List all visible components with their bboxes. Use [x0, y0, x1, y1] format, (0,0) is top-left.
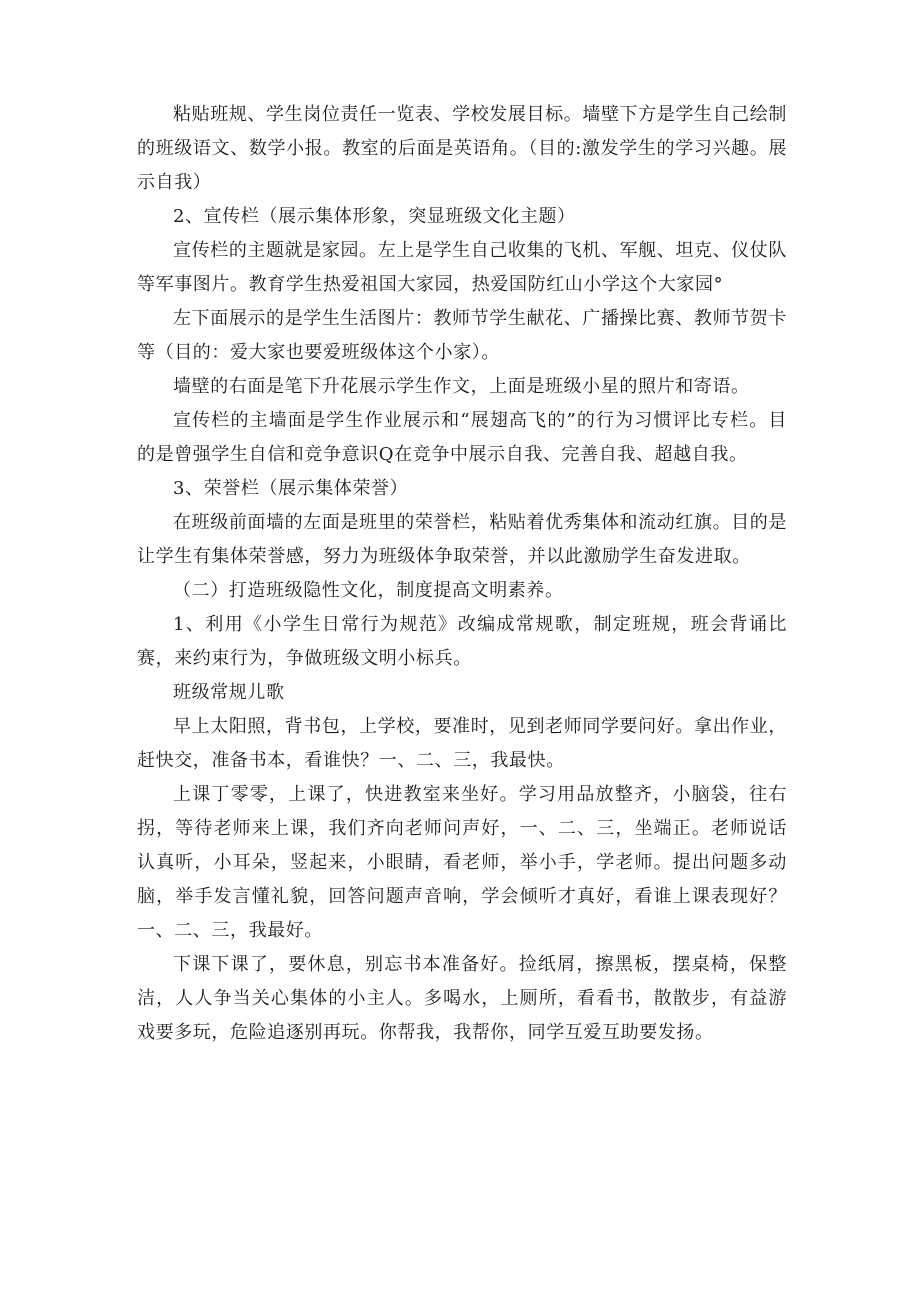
paragraph-life-photos: 左下面展示的是学生生活图片：教师节学生献花、广播操比赛、教师节贺卡等（目的：爱大家也要爱班级体这个小家）。	[137, 308, 787, 363]
paragraph-honor-board: 在班级前面墙的左面是班里的荣誉栏，粘贴着优秀集体和流动红旗。目的是让学生有集体荣誉感，努力为班级体争取荣誉，并以此激励学生奋发进取。	[137, 512, 787, 567]
paragraph-main-wall: 宣传栏的主墙面是学生作业展示和“展翅高飞的”的行为习惯评比专栏。目的是曾强学生自信和竞争意识Q在竞争中展示自我、完善自我、超越自我。	[137, 410, 787, 465]
paragraph-morning: 早上太阳照，背书包，上学校，要准时，见到老师同学要问好。拿出作业，赶快交，准备书本，看谁快？一、二、三，我最快。	[137, 716, 787, 771]
paragraph-class-rules: 粘贴班规、学生岗位责任一览表、学校发展目标。墙壁下方是学生自己绘制的班级语文、数学小报。教室的后面是英语角。（目的:激发学生的学习兴趣。展示自我）	[137, 104, 787, 193]
paragraph-behavior-song: 1、利用《小学生日常行为规范》改编成常规歌，制定班规，班会背诵比赛，来约束行为，争做班级文明小标兵。	[137, 614, 787, 669]
heading-publicity-board: 2、宣传栏（展示集体形象，突显班级文化主题）	[173, 206, 576, 227]
paragraph-class-time: 上课丁零零，上课了，快进教室来坐好。学习用品放整齐，小脑袋，往右拐，等待老师来上课，我们齐向老师问声好，一、二、三，坐端正。老师说话认真听，小耳朵，竖起来，小眼睛，看老师，举小手，学老师。提出问题多动脑，举手发言懂礼貌，回答问题声音响，学会倾听才真好，看谁上课表现好？一、二、三，我最好。	[137, 784, 787, 941]
heading-honor-board: 3、荣誉栏（展示集体荣誉）	[173, 478, 409, 499]
document-page	[137, 98, 787, 1050]
paragraph-home-theme: 宣传栏的主题就是家园。左上是学生自己收集的飞机、军舰、坦克、仪仗队等军事图片。教育学生热爱祖国大家园，热爱国防红山小学这个大家园°	[137, 240, 787, 295]
heading-class-rhyme: 班级常规儿歌	[173, 682, 285, 703]
heading-hidden-culture: （二）打造班级隐性文化，制度提高文明素养。	[173, 580, 564, 601]
paragraph-break-time: 下课下课了，要休息，别忘书本准备好。捡纸屑，擦黑板，摆桌椅，保整洁，人人争当关心集体的小主人。多喝水，上厕所，看看书，散散步，有益游戏要多玩，危险追逐别再玩。你帮我，我帮你，同学互爱互助要发扬。	[137, 954, 787, 1043]
paragraph-right-wall: 墙壁的右面是笔下升花展示学生作文，上面是班级小星的照片和寄语。	[173, 376, 750, 397]
